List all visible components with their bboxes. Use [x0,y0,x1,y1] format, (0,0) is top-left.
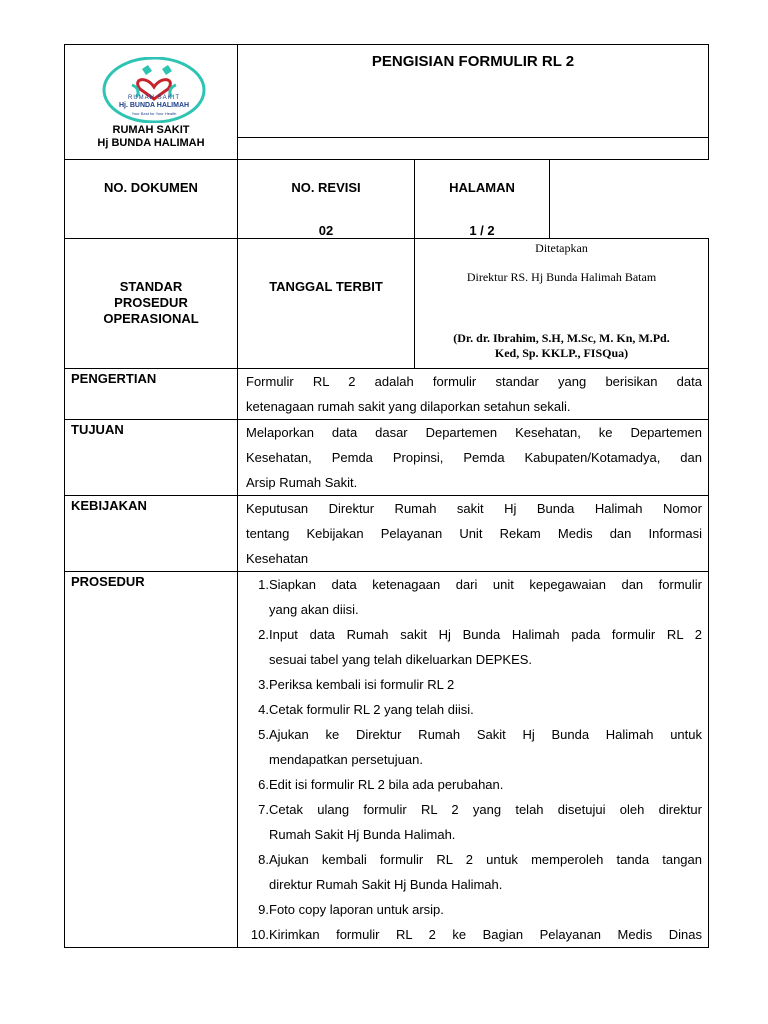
step-line2: mendapatkan persetujuan. [269,752,423,767]
step-line2: yang akan diisi. [269,602,359,617]
step-number: 10. [250,927,269,942]
prosedur-step [244,847,702,897]
no-revisi-label: NO. REVISI [291,180,361,195]
approval-cell [415,239,709,369]
pengertian-line1: Formulir RL 2 adalah formulir standar yang berisikan data [246,374,702,389]
no-revisi-cell [238,160,415,239]
prosedur-steps [238,572,708,947]
step-line1: Siapkan data ketenagaan dari unit kepegawaian dan formulir [269,577,702,592]
step-line1: Foto copy laporan untuk arsip. [269,902,444,917]
logo-cell [65,45,238,160]
step-number: 2. [258,627,269,642]
step-number: 7. [258,802,269,817]
kebijakan-label: KEBIJAKAN [65,496,238,572]
signatory-line1: (Dr. dr. Ibrahim, S.H, M.Sc, M. Kn, M.Pd. [453,331,670,345]
kebijakan-text [238,496,709,572]
sop-table [64,44,709,948]
prosedur-step [244,722,702,772]
step-line2: direktur Rumah Sakit Hj Bunda Halimah. [269,877,503,892]
prosedur-label: PROSEDUR [65,572,238,948]
prosedur-step [244,922,702,947]
pengertian-line2: ketenagaan rumah sakit yang dilaporkan setahun sekali. [246,399,571,414]
prosedur-step [244,797,702,847]
step-line2: sesuai tabel yang telah dikeluarkan DEPKES. [269,652,533,667]
logo-tagline: Your Best for Your Health [131,111,177,116]
logo-top-text: RUMAH SAKIT [127,95,180,101]
hospital-logo [102,57,206,123]
halaman-label: HALAMAN [449,180,515,195]
signatory-line2: Ked, Sp. KKLP., FISQua) [494,346,629,360]
tujuan-line1: Melaporkan data dasar Departemen Kesehatan, ke Departemen [246,425,702,440]
kebijakan-line1: Keputusan Direktur Rumah sakit Hj Bunda Halimah Nomor [246,501,702,516]
step-line1: Ajukan kembali formulir RL 2 untuk memperoleh tanda tangan [269,852,702,867]
step-line1: Input data Rumah sakit Hj Bunda Halimah pada formulir RL 2 [269,627,702,642]
prosedur-step [244,772,702,797]
step-number: 6. [258,777,269,792]
ditetapkan-text: Ditetapkan [535,241,588,255]
tanggal-terbit-cell [238,239,415,369]
no-revisi-value: 02 [318,223,334,238]
no-dokumen-label: NO. DOKUMEN [104,180,198,195]
tujuan-label: TUJUAN [65,420,238,496]
no-dokumen-cell [65,160,238,239]
kebijakan-line3: Kesehatan [246,551,309,566]
prosedur-step [244,697,702,722]
halaman-cell [415,160,550,239]
sop-cell [65,239,238,369]
step-number: 5. [258,727,269,742]
pengertian-label: PENGERTIAN [65,369,238,420]
hospital-name-line1: RUMAH SAKIT [112,124,190,136]
prosedur-step [244,897,702,922]
direktur-text: Direktur RS. Hj Bunda Halimah Batam [466,270,657,284]
step-number: 8. [258,852,269,867]
tanggal-terbit-label: TANGGAL TERBIT [269,279,383,294]
tujuan-line2: Kesehatan, Pemda Propinsi, Pemda Kabupaten/Kotamadya, dan [246,450,702,465]
pengertian-text [238,369,709,420]
logo-name-text: Hj. BUNDA HALIMAH [118,102,190,109]
step-line1: Edit isi formulir RL 2 bila ada perubahan. [269,777,504,792]
prosedur-step [244,672,702,697]
sop-document [64,44,708,948]
sop-line1: STANDAR [119,279,183,294]
sop-line2: PROSEDUR [114,295,188,310]
prosedur-step [244,572,702,622]
step-line1: Ajukan ke Direktur Rumah Sakit Hj Bunda Halimah untuk [269,727,702,742]
tujuan-line3: Arsip Rumah Sakit. [246,475,358,490]
step-line2: Rumah Sakit Hj Bunda Halimah. [269,827,456,842]
step-line1: Cetak ulang formulir RL 2 yang telah disetujui oleh direktur [269,802,702,817]
prosedur-step [244,622,702,672]
step-line1: Kirimkan formulir RL 2 ke Bagian Pelayanan Medis Dinas [269,927,702,942]
document-title: PENGISIAN FORMULIR RL 2 [238,45,709,138]
step-line1: Cetak formulir RL 2 yang telah diisi. [269,702,474,717]
tujuan-text [238,420,709,496]
step-line1: Periksa kembali isi formulir RL 2 [269,677,455,692]
halaman-value: 1 / 2 [469,223,495,238]
step-number: 3. [258,677,269,692]
hospital-name-line2: Hj BUNDA HALIMAH [97,137,205,149]
step-number: 1. [258,577,269,592]
prosedur-text [238,572,709,948]
kebijakan-line2: tentang Kebijakan Pelayanan Unit Rekam Medis dan Informasi [246,526,702,541]
step-number: 9. [258,902,269,917]
sop-line3: OPERASIONAL [103,311,199,326]
title-spacer [238,138,709,160]
step-number: 4. [258,702,269,717]
hospital-name [65,124,237,150]
